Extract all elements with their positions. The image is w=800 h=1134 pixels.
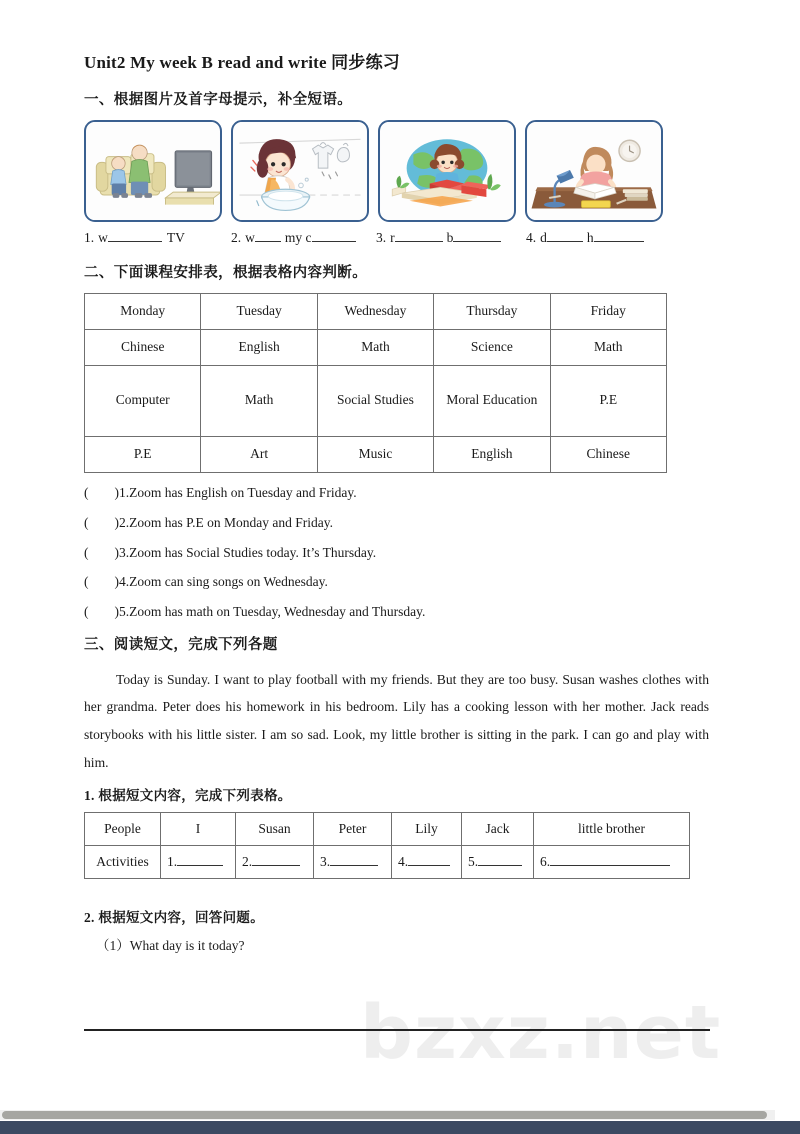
timetable-day-friday: Friday bbox=[550, 293, 666, 329]
table-row-days bbox=[85, 293, 667, 329]
blank-2-line-a[interactable] bbox=[255, 229, 281, 243]
people-cell: Jack bbox=[462, 812, 534, 845]
statement-text: 5.Zoom has math on Tuesday, Wednesday and Thursday. bbox=[119, 604, 426, 620]
statement-text: 2.Zoom has P.E on Monday and Friday. bbox=[119, 514, 333, 530]
question-1: （1）What day is it today? bbox=[96, 938, 245, 954]
timetable-cell: Social Studies bbox=[317, 365, 433, 436]
activity-blank-line[interactable] bbox=[408, 852, 450, 866]
list-item bbox=[84, 513, 709, 534]
timetable-cell: Math bbox=[317, 329, 433, 365]
answer-paren-open: ( bbox=[84, 574, 89, 590]
timetable-day-monday: Monday bbox=[85, 293, 201, 329]
watermark-text: bzxz.net bbox=[360, 990, 722, 1076]
page-right-gutter bbox=[775, 0, 800, 1121]
blank-item-2 bbox=[231, 228, 376, 248]
answer-paren-open: ( bbox=[84, 544, 89, 560]
answer-box-2[interactable]: ) bbox=[114, 514, 119, 530]
blank-2-line-b[interactable] bbox=[312, 229, 356, 243]
timetable-cell: Math bbox=[550, 329, 666, 365]
timetable-cell: Chinese bbox=[550, 436, 666, 472]
statement-text: 1.Zoom has English on Tuesday and Friday. bbox=[119, 484, 357, 500]
blank-1-number: 1. bbox=[84, 230, 95, 246]
blank-1-suffix: TV bbox=[166, 230, 185, 246]
activity-number: 3. bbox=[320, 854, 331, 870]
picture-row bbox=[84, 120, 709, 222]
activity-cell-2[interactable] bbox=[236, 846, 314, 879]
horizontal-scrollbar-thumb[interactable] bbox=[2, 1111, 767, 1119]
true-false-list bbox=[84, 483, 709, 624]
blank-4-prefix: d bbox=[540, 230, 547, 246]
activity-blank-line[interactable] bbox=[330, 852, 378, 866]
activity-cell-6[interactable] bbox=[534, 846, 690, 879]
table-row bbox=[85, 436, 667, 472]
activity-cell-1[interactable] bbox=[161, 846, 236, 879]
activities-header: Activities bbox=[85, 846, 161, 879]
list-item bbox=[84, 483, 709, 504]
blank-3-line-a[interactable] bbox=[395, 229, 443, 243]
activity-number: 1. bbox=[167, 854, 178, 870]
activity-blank-line[interactable] bbox=[252, 852, 300, 866]
activity-number: 2. bbox=[242, 854, 253, 870]
activity-cell-4[interactable] bbox=[392, 846, 462, 879]
table-row bbox=[85, 329, 667, 365]
statement-text: 4.Zoom can sing songs on Wednesday. bbox=[119, 574, 328, 590]
passage-text: Today is Sunday. I want to play football with my friends. But they are too busy. Susan washes clothes with her grandma. Peter does his homework in his bedroom. Lily has a cooking lesson with her mother. Jack reads storybooks with his little sister. I am so sad. Look, my little brother is sitting in the park. I can go and play with him. bbox=[84, 671, 709, 771]
timetable-day-wednesday: Wednesday bbox=[317, 293, 433, 329]
list-item bbox=[84, 572, 709, 593]
section-2-heading: 二、下面课程安排表，根据表格内容判断。 bbox=[84, 264, 368, 281]
answer-box-3[interactable]: ) bbox=[114, 544, 119, 560]
washing-clothes-illustration bbox=[231, 120, 369, 222]
list-item bbox=[84, 543, 709, 564]
table-row-activities bbox=[85, 846, 690, 879]
activity-cell-5[interactable] bbox=[462, 846, 534, 879]
timetable-day-tuesday: Tuesday bbox=[201, 293, 317, 329]
people-cell: Lily bbox=[392, 812, 462, 845]
activity-blank-line[interactable] bbox=[478, 852, 522, 866]
people-header: People bbox=[85, 812, 161, 845]
blank-item-1 bbox=[84, 228, 231, 248]
document-body bbox=[84, 52, 709, 959]
activity-blank-line[interactable] bbox=[177, 852, 223, 866]
answer-box-4[interactable]: ) bbox=[114, 574, 119, 590]
timetable-cell: English bbox=[434, 436, 550, 472]
activity-number: 6. bbox=[540, 854, 551, 870]
list-item bbox=[84, 602, 709, 623]
activity-blank-line[interactable] bbox=[550, 852, 670, 866]
blank-3-number: 3. bbox=[376, 230, 387, 246]
watching-tv-illustration bbox=[84, 120, 222, 222]
blank-4-line-b[interactable] bbox=[594, 229, 644, 243]
answer-paren-open: ( bbox=[84, 484, 89, 500]
timetable-cell: Chinese bbox=[85, 329, 201, 365]
people-cell: Susan bbox=[236, 812, 314, 845]
blank-1-prefix: w bbox=[98, 230, 108, 246]
blank-3-line-b[interactable] bbox=[453, 229, 501, 243]
answer-box-1[interactable]: ) bbox=[114, 484, 119, 500]
task-2-block bbox=[84, 909, 709, 958]
timetable bbox=[84, 293, 667, 473]
activity-number: 5. bbox=[468, 854, 479, 870]
timetable-cell: Art bbox=[201, 436, 317, 472]
blank-item-3 bbox=[376, 228, 526, 248]
task-2-heading: 2. 根据短文内容，回答问题。 bbox=[84, 910, 264, 926]
timetable-cell: P.E bbox=[85, 436, 201, 472]
section-3-heading: 三、阅读短文，完成下列各题 bbox=[84, 637, 278, 654]
blank-1-line[interactable] bbox=[108, 229, 162, 243]
blank-4-mid: h bbox=[586, 230, 594, 246]
timetable-cell: Music bbox=[317, 436, 433, 472]
answer-paren-open: ( bbox=[84, 604, 89, 620]
people-cell: I bbox=[161, 812, 236, 845]
people-activities-table bbox=[84, 812, 690, 880]
timetable-cell: P.E bbox=[550, 365, 666, 436]
page-title: Unit2 My week B read and write 同步练习 bbox=[84, 53, 400, 72]
people-cell: Peter bbox=[314, 812, 392, 845]
blank-2-prefix: w bbox=[245, 230, 255, 246]
timetable-cell: Science bbox=[434, 329, 550, 365]
timetable-cell: Moral Education bbox=[434, 365, 550, 436]
app-bottom-bar bbox=[0, 1121, 800, 1134]
blank-2-number: 2. bbox=[231, 230, 242, 246]
section-1-heading: 一、根据图片及首字母提示，补全短语。 bbox=[84, 92, 353, 109]
blank-3-mid: b bbox=[446, 230, 454, 246]
statement-text: 3.Zoom has Social Studies today. It’s Thursday. bbox=[119, 544, 377, 560]
picture-blanks-row bbox=[84, 228, 709, 248]
people-cell: little brother bbox=[534, 812, 690, 845]
blank-4-line-a[interactable] bbox=[547, 229, 583, 243]
reading-passage bbox=[84, 666, 709, 777]
task-1-heading: 1. 根据短文内容，完成下列表格。 bbox=[84, 788, 292, 804]
answer-rule-line bbox=[84, 1029, 710, 1031]
activity-cell-3[interactable] bbox=[314, 846, 392, 879]
timetable-day-thursday: Thursday bbox=[434, 293, 550, 329]
table-row-people bbox=[85, 812, 690, 845]
timetable-cell: English bbox=[201, 329, 317, 365]
blank-2-mid: my c bbox=[284, 230, 312, 246]
blank-3-prefix: r bbox=[390, 230, 395, 246]
activity-number: 4. bbox=[398, 854, 409, 870]
answer-paren-open: ( bbox=[84, 514, 89, 530]
blank-4-number: 4. bbox=[526, 230, 537, 246]
blank-item-4 bbox=[526, 228, 644, 248]
timetable-cell: Computer bbox=[85, 365, 201, 436]
timetable-cell: Math bbox=[201, 365, 317, 436]
table-row bbox=[85, 365, 667, 436]
doing-homework-illustration bbox=[525, 120, 663, 222]
answer-box-5[interactable]: ) bbox=[114, 604, 119, 620]
reading-books-illustration bbox=[378, 120, 516, 222]
